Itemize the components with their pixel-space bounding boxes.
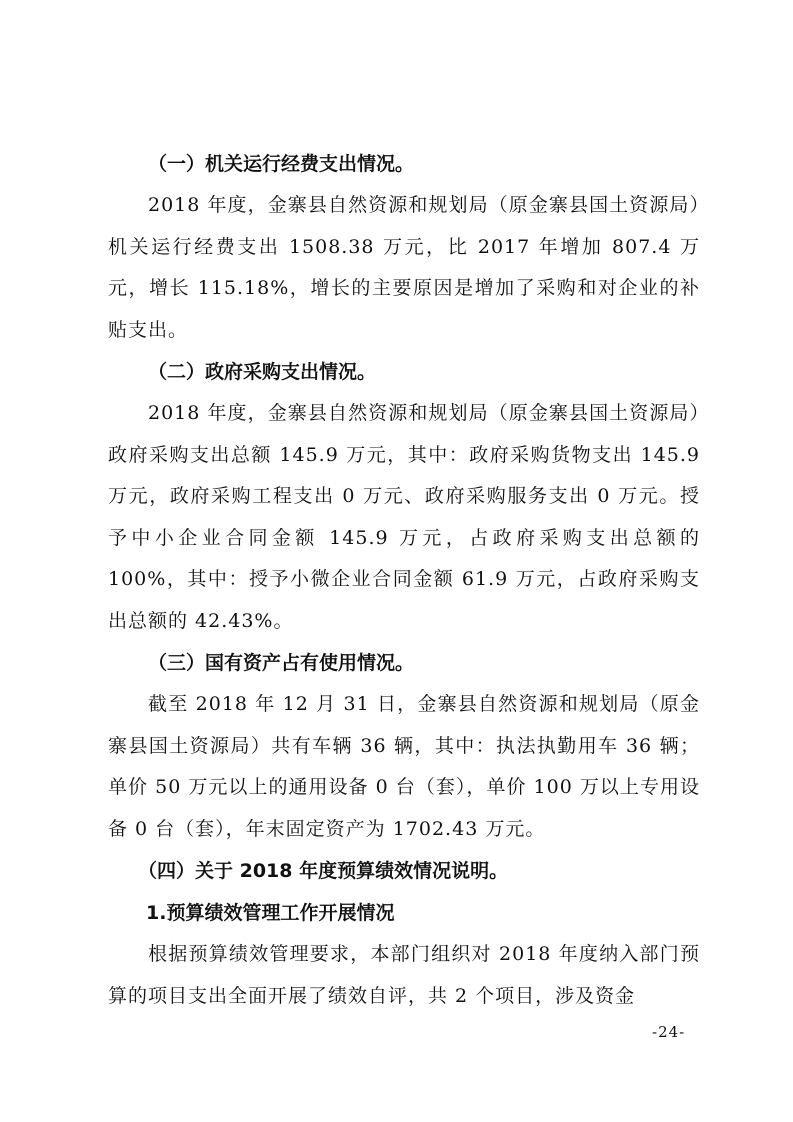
section-heading-government-procurement: （二）政府采购支出情况。 — [148, 361, 377, 383]
paragraph-state-assets: 截至 2018 年 12 月 31 日，金寨县自然资源和规划局（原金寨县国土资源局）共有车辆 36 辆，其中：执法执勤用车 36 辆；单价 50 万元以上的通用设备 0 台（套），单价 100 万以上专用设备 0 台（套），年末固定资产为 1702.43 万元。 — [108, 693, 700, 840]
section-heading-operating-expenses: （一）机关运行经费支出情况。 — [148, 153, 415, 175]
paragraph-government-procurement: 2018 年度，金寨县自然资源和规划局（原金寨县国土资源局）政府采购支出总额 145.9 万元，其中：政府采购货物支出 145.9 万元，政府采购工程支出 0 万元、政府采购服务支出 0 万元。授予中小企业合同金额 145.9 万元，占政府采购支出总额的 100%，其中：授予小微企业合同金额 61.9 万元，占政府采购支出总额的 42.43%。 — [108, 402, 700, 632]
section-heading-state-assets: （三）国有资产占有使用情况。 — [148, 652, 415, 674]
subsection-heading-performance-management: 1.预算绩效管理工作开展情况 — [146, 902, 395, 924]
page-number: -24- — [652, 1023, 686, 1041]
section-heading-budget-performance: （四）关于 2018 年度预算绩效情况说明。 — [138, 860, 509, 882]
document-body — [108, 143, 700, 1017]
paragraph-operating-expenses: 2018 年度，金寨县自然资源和规划局（原金寨县国土资源局）机关运行经费支出 1508.38 万元，比 2017 年增加 807.4 万元，增长 115.18%，增长的主要原因是增加了采购和对企业的补贴支出。 — [108, 194, 700, 341]
paragraph-performance-management: 根据预算绩效管理要求，本部门组织对 2018 年度纳入部门预算的项目支出全面开展了绩效自评，共 2 个项目，涉及资金 — [108, 943, 700, 1007]
